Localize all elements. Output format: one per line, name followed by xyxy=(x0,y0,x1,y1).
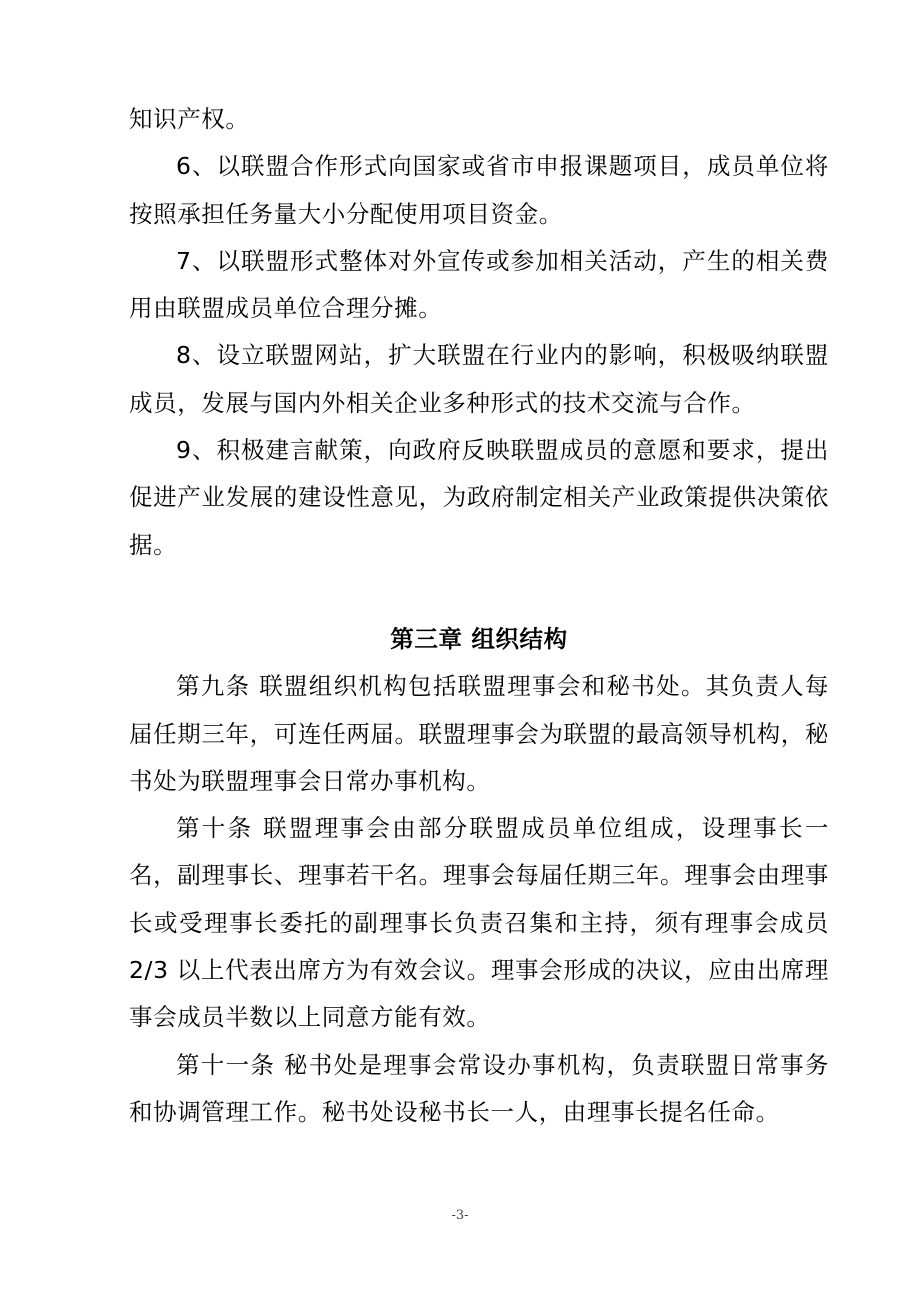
paragraph-item-7: 7、以联盟形式整体对外宣传或参加相关活动，产生的相关费用由联盟成员单位合理分摊。 xyxy=(129,246,829,323)
paragraph-item-6: 6、以联盟合作形式向国家或省市申报课题项目，成员单位将按照承担任务量大小分配使用项目资金。 xyxy=(129,152,829,228)
page-number: -3- xyxy=(451,1208,469,1223)
article-9: 第九条 联盟组织机构包括联盟理事会和秘书处。其负责人每届任期三年，可连任两届。联盟理事会为联盟的最高领导机构，秘书处为联盟理事会日常办事机构。 xyxy=(129,672,829,795)
paragraph-item-8: 8、设立联盟网站，扩大联盟在行业内的影响，积极吸纳联盟成员，发展与国内外相关企业多种形式的技术交流与合作。 xyxy=(129,341,829,417)
paragraph-continuation: 知识产权。 xyxy=(129,105,250,133)
chapter-title: 第三章 组织结构 xyxy=(390,624,568,653)
paragraph-item-9: 9、积极建言献策，向政府反映联盟成员的意愿和要求，提出促进产业发展的建设性意见，为政府制定相关产业政策提供决策依据。 xyxy=(129,436,829,559)
article-10: 第十条 联盟理事会由部分联盟成员单位组成，设理事长一名，副理事长、理事若干名。理事会每届任期三年。理事会由理事长或受理事长委托的副理事长负责召集和主持，须有理事会成员 2/3 以上代表出席方为有效会议。理事会形成的决议，应由出席理事会成员半数以上同意方能有效。 xyxy=(129,814,829,1032)
section-gap xyxy=(129,569,829,616)
document-body xyxy=(129,96,829,1136)
article-11: 第十一条 秘书处是理事会常设办事机构，负责联盟日常事务和协调管理工作。秘书处设秘书长一人，由理事长提名任命。 xyxy=(129,1050,829,1126)
